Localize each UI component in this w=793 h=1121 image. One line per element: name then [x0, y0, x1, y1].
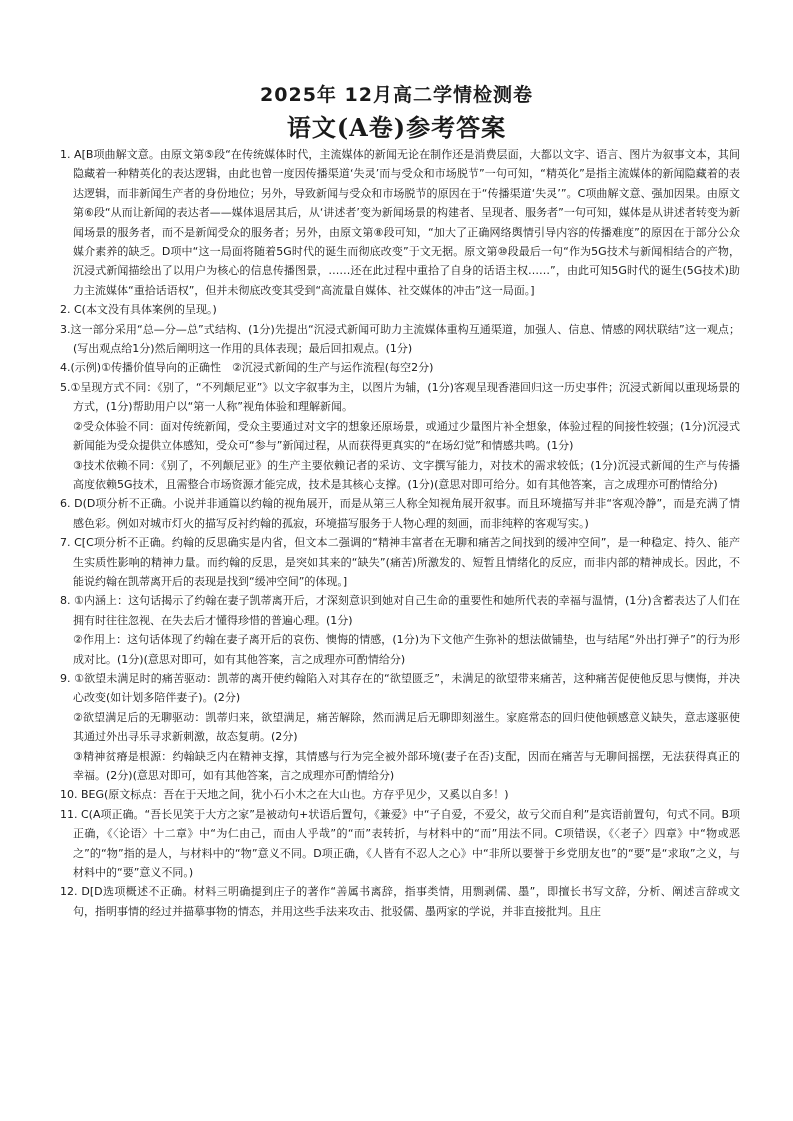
answer-11: 11. C(A项正确。“吾长见笑于大方之家”是被动句+状语后置句，《兼爱》中“子自爱，不爱父，故亏父而自利”是宾语前置句，句式不同。B项正确，《〈论语〉十二章》中“为仁由己，而由人乎哉”的“而”表转折，与材料中的“而”用法不同。C项错误，《〈老子〉四章》中“物或恶之”的“物”指的是人，与材料中的“物”意义不同。D项正确，《人皆有不忍人之心》中“非所以要誉于乡党朋友也”的“要”是“求取”之义，与材料中的“要”意义不同。): [60, 807, 740, 880]
answer-10: 10. BEG(原文标点：吾在于天地之间，犹小石小木之在大山也。方存乎见少，又奚以自多！): [60, 788, 509, 802]
answer-12: 12. D[D选项概述不正确。材料三明确提到庄子的著作“善属书离辞，指事类情，用剽剥儒、墨”，即擅长书写文辞，分析、阐述言辞或文句，指明事情的经过并描摹事物的情态，并用这些手法来攻击、批驳儒、墨两家的学说，并非直接批判。且庄: [60, 885, 740, 918]
answer-key-title: 语文(A卷)参考答案: [286, 113, 507, 142]
answer-9-point-1: 9. ①欲望未满足时的痛苦驱动：凯蒂的离开使约翰陷入对其存在的“欲望匮乏”，未满足的欲望带来痛苦，这种痛苦促使他反思与懊悔，并决心改变(如计划多陪伴妻子)。(2分): [60, 671, 740, 705]
answer-2: 2. C(本文没有具体案例的呈现。): [60, 303, 217, 317]
answer-3: 3.这一部分采用“总—分—总”式结构、(1分)先提出“沉浸式新闻可助力主流媒体重构互通渠道，加强人、信息、情感的网状联结”这一观点；(写出观点给1分)然后阐明这一作用的具体表现；最后回扣观点。(1分): [60, 322, 740, 356]
answer-6: 6. D(D项分析不正确。小说并非通篇以约翰的视角展开，而是从第三人称全知视角展开叙事。而且环境描写并非“客观冷静”，而是充满了情感色彩。例如对城市灯火的描写反衬约翰的孤寂，环境描写服务于人物心理的刻画，而非纯粹的客观写实。): [60, 497, 740, 530]
answer-4: 4.(示例)①传播价值导向的正确性 ②沉浸式新闻的生产与运作流程(每空2分): [60, 361, 434, 375]
answer-5-point-1: 5.①呈现方式不同：《别了，“不列颠尼亚”》以文字叙事为主，以图片为辅，(1分)客观呈现香港回归这一历史事件；沉浸式新闻以重现场景的方式，(1分)帮助用户以“第一人称”视角体验和理解新闻。: [60, 380, 740, 414]
answer-8-point-1: 8. ①内涵上：这句话揭示了约翰在妻子凯蒂离开后，才深刻意识到她对自己生命的重要性和她所代表的幸福与温情，(1分)含蓄表达了人们在拥有时往往忽视、在失去后才懂得珍惜的普遍心理。(1分): [60, 594, 740, 627]
answer-5-point-2: ②受众体验不同：面对传统新闻，受众主要通过对文字的想象还原场景，或通过少量图片补全想象，体验过程的间接性较强；(1分)沉浸式新闻能为受众提供立体感知，受众可“参与”新闻过程，从而获得更真实的“在场幻觉”和情感共鸣。(1分): [73, 419, 740, 453]
answer-7: 7. C[C项分析不正确。约翰的反思确实是内省，但文本二强调的“精神丰富者在无聊和痛苦之间找到的缓冲空间”，是一种稳定、持久、能产生实质性影响的精神力量。而约翰的反思，是突如其来的“缺失”(痛苦)所激发的、短暂且情绪化的反应，而非内部的精神成长。因此，不能说约翰在凯蒂离开后的表现是找到“缓冲空间”的体现。]: [60, 536, 740, 588]
answer-1: 1. A[B项曲解文意。由原文第⑤段“在传统媒体时代，主流媒体的新闻无论在制作还是消费层面，大都以文字、语言、图片为叙事文本，其间隐藏着一种精英化的表达逻辑，由此也曾一度因传播渠道‘失灵’而与受众和市场脱节”一句可知，“精英化”是指主流媒体的新闻隐藏着的表达逻辑，而非新闻生产者的身份地位；另外，导致新闻与受众和市场脱节的原因在于“传播渠道‘失灵’”。C项曲解文意、强加因果。由原文第⑥段“从而让新闻的表达者——媒体退居其后，从‘讲述者’变为新闻场景的构建者、呈现者、服务者”一句可知，媒体是从讲述者转变为新闻场景的服务者，而不是新闻受众的服务者；另外，由原文第⑧段可知，“加大了正确网络舆情引导内容的传播难度”的原因在于部分公众媒介素养的缺乏。D项中“这一局面将随着5G时代的诞生而彻底改变”于文无据。原文第⑩段最后一句“作为5G技术与新闻相结合的产物，沉浸式新闻描绘出了以用户为核心的信息传播图景，……还在此过程中重拾了自身的话语主权……”，由此可知5G时代的诞生(5G技术)助力主流媒体“重拾话语权”，但并未彻底改变其受到“高流量自媒体、社交媒体的冲击”这一局面。]: [60, 148, 740, 297]
answer-9-point-3: ③精神贫瘠是根源：约翰缺乏内在精神支撑，其情感与行为完全被外部环境(妻子在否)支配，因而在痛苦与无聊间摇摆，无法获得真正的幸福。(2分)(意思对即可，如有其他答案，言之成理亦可酌情给分): [73, 749, 740, 782]
answer-9-point-2: ②欲望满足后的无聊驱动：凯蒂归来，欲望满足，痛苦解除，然而满足后无聊即刻滋生。家庭常态的回归使他顿感意义缺失，意志遂驱使其通过外出寻乐寻求新刺激，故态复萌。(2分): [73, 710, 740, 744]
answer-body: [60, 145, 740, 921]
exam-title: 2025年 12月高二学情检测卷: [260, 84, 533, 106]
answer-8-point-2: ②作用上：这句话体现了约翰在妻子离开后的哀伤、懊悔的情感，(1分)为下文他产生弥补的想法做铺垫，也与结尾“外出打弹子”的行为形成对比。(1分)(意思对即可，如有其他答案，言之成理亦可酌情给分): [73, 633, 740, 666]
answer-5-point-3: ③技术依赖不同：《别了，不列颠尼亚》的生产主要依赖记者的采访、文字撰写能力，对技术的需求较低；(1分)沉浸式新闻的生产与传播高度依赖5G技术，且需整合市场资源才能完成，技术是其核心支撑。(1分)(意思对即可给分。如有其他答案，言之成理亦可酌情给分): [73, 458, 740, 491]
